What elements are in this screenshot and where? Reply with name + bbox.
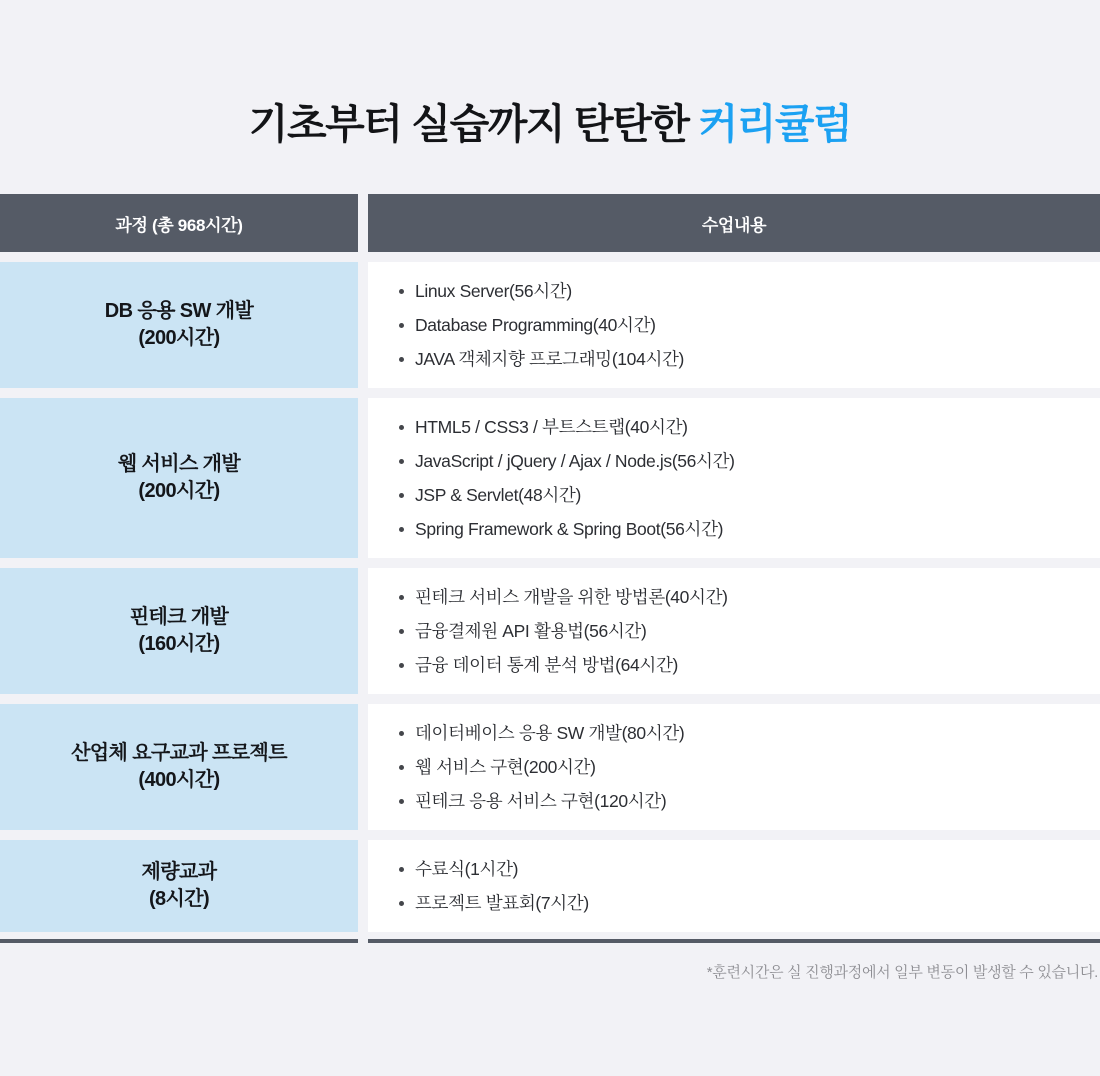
lesson-item (399, 750, 1080, 784)
course-hours: (200시간) (138, 480, 220, 502)
bullet-icon (399, 323, 404, 328)
bullet-icon (399, 765, 404, 770)
lesson-item (399, 886, 1080, 920)
page-title-text: 기초부터 실습까지 탄탄한 (248, 101, 699, 147)
lesson-list (399, 716, 1080, 818)
content-cell (368, 398, 1100, 558)
lesson-label: JSP & Servlet(48시간) (415, 485, 581, 505)
page-header (0, 0, 1100, 194)
lesson-label: JAVA 객체지향 프로그래밍(104시간) (415, 349, 685, 369)
lesson-list (399, 852, 1080, 920)
lesson-label: Linux Server(56시간) (415, 281, 572, 301)
lesson-item (399, 512, 1080, 546)
course-cell (0, 398, 358, 558)
lesson-label: 데이터베이스 응용 SW 개발(80시간) (415, 723, 685, 743)
course-cell (0, 568, 358, 694)
lesson-item (399, 308, 1080, 342)
course-cell (0, 704, 358, 830)
bullet-icon (399, 901, 404, 906)
lesson-item (399, 648, 1080, 682)
page-title (0, 100, 1100, 148)
course-name: 웹 서비스 개발 (117, 453, 241, 475)
table-bottom-line-left (0, 939, 358, 943)
column-header-course: 과정 (총 968시간) (0, 194, 358, 252)
lesson-item (399, 478, 1080, 512)
bullet-icon (399, 731, 404, 736)
content-cell (368, 840, 1100, 932)
course-hours: (400시간) (138, 769, 220, 791)
lesson-list (399, 410, 1080, 546)
lesson-list (399, 274, 1080, 376)
lesson-label: 핀테크 응용 서비스 구현(120시간) (415, 791, 667, 811)
page-title-highlight: 커리큘럼 (698, 101, 852, 147)
course-hours: (200시간) (138, 327, 220, 349)
lesson-label: HTML5 / CSS3 / 부트스트랩(40시간) (415, 417, 688, 437)
lesson-label: Spring Framework & Spring Boot(56시간) (415, 519, 724, 539)
bullet-icon (399, 493, 404, 498)
course-name: 산업체 요구교과 프로젝트 (71, 742, 287, 764)
training-hours-footnote: *훈련시간은 실 진행과정에서 일부 변동이 발생할 수 있습니다. (706, 964, 1098, 981)
lesson-label: JavaScript / jQuery / Ajax / Node.js(56시간) (415, 451, 735, 471)
bullet-icon (399, 663, 404, 668)
lesson-item (399, 580, 1080, 614)
bullet-icon (399, 289, 404, 294)
bullet-icon (399, 799, 404, 804)
lesson-item (399, 716, 1080, 750)
column-header-content: 수업내용 (368, 194, 1100, 252)
course-cell (0, 840, 358, 932)
table-bottom-line-right (368, 939, 1100, 943)
content-cell (368, 704, 1100, 830)
lesson-item (399, 342, 1080, 376)
content-cell (368, 262, 1100, 388)
bullet-icon (399, 357, 404, 362)
lesson-item (399, 614, 1080, 648)
lesson-item (399, 784, 1080, 818)
bullet-icon (399, 595, 404, 600)
bullet-icon (399, 527, 404, 532)
lesson-list (399, 580, 1080, 682)
bullet-icon (399, 459, 404, 464)
course-name: 제량교과 (141, 861, 217, 883)
course-hours: (160시간) (138, 633, 220, 655)
lesson-label: 핀테크 서비스 개발을 위한 방법론(40시간) (415, 587, 728, 607)
course-name: 핀테크 개발 (129, 606, 229, 628)
lesson-item (399, 444, 1080, 478)
lesson-label: 금융 데이터 통계 분석 방법(64시간) (415, 655, 678, 675)
bullet-icon (399, 629, 404, 634)
course-hours: (8시간) (148, 888, 210, 910)
course-cell (0, 262, 358, 388)
curriculum-table (0, 194, 1100, 943)
content-cell (368, 568, 1100, 694)
bullet-icon (399, 867, 404, 872)
lesson-item (399, 852, 1080, 886)
lesson-label: 프로젝트 발표회(7시간) (415, 893, 589, 913)
lesson-label: 웹 서비스 구현(200시간) (415, 757, 596, 777)
bullet-icon (399, 425, 404, 430)
lesson-item (399, 274, 1080, 308)
lesson-item (399, 410, 1080, 444)
lesson-label: 수료식(1시간) (415, 859, 519, 879)
lesson-label: Database Programming(40시간) (415, 315, 656, 335)
lesson-label: 금융결제원 API 활용법(56시간) (415, 621, 647, 641)
course-name: DB 응용 SW 개발 (104, 300, 254, 322)
